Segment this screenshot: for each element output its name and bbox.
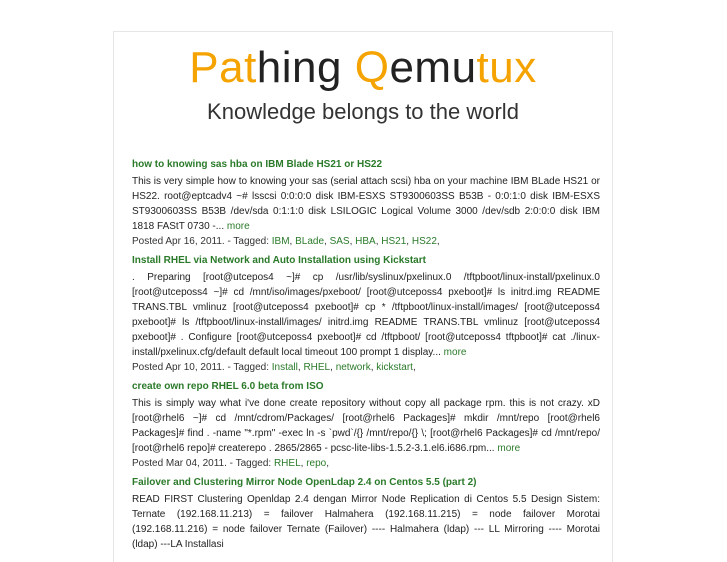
tagged-label: - Tagged: [227, 362, 269, 373]
post-meta: Posted Mar 04, 2011. - Tagged: RHEL, repo, [132, 458, 329, 469]
site-tagline: Knowledge belongs to the world [207, 99, 519, 124]
read-more-link[interactable]: more [226, 221, 250, 232]
logo-part: emu [389, 43, 477, 92]
post-item [132, 254, 600, 375]
post-meta: Posted Apr 16, 2011. - Tagged: IBM, BLade, SAS, HBA, HS21, HS22, [132, 236, 440, 247]
post-title-link[interactable]: how to knowing sas hba on IBM Blade HS21 or HS22 [132, 159, 383, 170]
logo-part: hing [256, 43, 355, 92]
tagged-label: - Tagged: [227, 236, 269, 247]
logo-part: Pat [189, 43, 257, 92]
post-list [132, 158, 600, 557]
tag-link[interactable]: HS21 [381, 236, 407, 247]
post-excerpt-block [132, 174, 600, 234]
tag-link[interactable]: Install [271, 362, 298, 373]
tag-link[interactable]: network [335, 362, 371, 373]
page-container [113, 31, 613, 562]
post-excerpt-block [132, 270, 600, 360]
read-more-link[interactable]: more [497, 443, 521, 454]
post-title-link[interactable]: Install RHEL via Network and Auto Installation using Kickstart [132, 255, 426, 266]
tag-link[interactable]: SAS [329, 236, 350, 247]
post-excerpt: . Preparing [root@utcepos4 ~]# cp /usr/lib/syslinux/pxelinux.0 /tftpboot/linux-install/pxelinux.0 [root@utceposs4 ~]# cd /mnt/iso/images/pxeboot/ [root@utceposs4 pxeboot]# ls initrd.img README TRANS.TBL vmlinuz [root@utceposs4 pxeboot]# cp * /tftpboot/linux-install/images/ [root@utceposs4 pxeboot]# ls /tftpboot/linux-install/images/ initrd.img README TRANS.TBL vmlinuz [root@utceposs4 pxeboot]# . Configure [root@utceposs4 pxeboot]# cd /tftpboot/ [root@utceposs4 tftpboot]# cat ./linux-install/pxelinux.cfg/default default local timeout 100 prompt 1 display... [132, 272, 600, 358]
post-title-link[interactable]: Failover and Clustering Mirror Node OpenLdap 2.4 on Centos 5.5 (part 2) [132, 477, 477, 488]
post-meta: Posted Apr 10, 2011. - Tagged: Install, RHEL, network, kickstart, [132, 362, 416, 373]
post-excerpt: READ FIRST Clustering Openldap 2.4 dengan Mirror Node Replication di Centos 5.5 Design Sistem: Ternate (192.168.11.213) = failover Halmahera (192.168.11.215) = node failover Morotai (192.168.11.216) = node failover Ternate (Failover) ---- Halmahera (ldap) --- LL Mirroring ---- Morotai (ldap) ---LA Installasi [132, 494, 600, 550]
tag-link[interactable]: BLade [295, 236, 325, 247]
read-more-link[interactable]: more [443, 347, 467, 358]
logo-part: tux [476, 43, 537, 92]
tag-link[interactable]: repo [306, 458, 327, 469]
post-date: Posted Apr 16, 2011. [132, 236, 225, 247]
site-logo[interactable] [114, 40, 612, 96]
tag-link[interactable]: kickstart [376, 362, 413, 373]
tag-link[interactable]: RHEL [303, 362, 331, 373]
tag-link[interactable]: RHEL [273, 458, 301, 469]
post-date: Posted Apr 10, 2011. [132, 362, 225, 373]
logo-part: Q [354, 43, 390, 92]
post-item [132, 380, 600, 471]
post-excerpt-block [132, 396, 600, 456]
tagged-label: - Tagged: [229, 458, 272, 469]
post-title-link[interactable]: create own repo RHEL 6.0 beta from ISO [132, 381, 324, 392]
tag-link[interactable]: HBA [355, 236, 376, 247]
post-date: Posted Mar 04, 2011. [132, 458, 227, 469]
post-excerpt: This is simply way what i've done create repository without copy all package rpm. this is not crazy. xD [root@rhel6 ~]# cd /mnt/cdrom/Packages/ [root@rhel6 Packages]# mkdir /mnt/repo [root@rhel6 Packages]# find . -name "*.rpm" -exec ln -s `pwd`/{} /mnt/repo/{} \; [root@rhel6 Packages]# cd /mnt/repo/ [root@rhel6 repo]# createrepo . 2865/2865 - pcsc-lite-libs-1.5.2-3.1.el6.i686.rpm... [132, 398, 600, 454]
tag-link[interactable]: HS22 [411, 236, 437, 247]
post-excerpt: This is very simple how to knowing your sas (serial attach scsi) hba on your machine IBM BLade HS21 or HS22. root@eptcadv4 ~# lsscsi 0:0:0:0 disk IBM-ESXS ST9300603SS B53B - 0:0:1:0 disk IBM-ESXS ST9300603SS B53B /dev/sda 0:1:1:0 disk LSILOGIC Logical Volume 3000 /dev/sdb 2:0:0:0 disk IBM 1818 FAStT 0730 -... [132, 176, 600, 232]
tag-link[interactable]: IBM [271, 236, 290, 247]
post-item [132, 476, 600, 552]
post-item [132, 158, 600, 249]
post-excerpt-block [132, 492, 600, 552]
